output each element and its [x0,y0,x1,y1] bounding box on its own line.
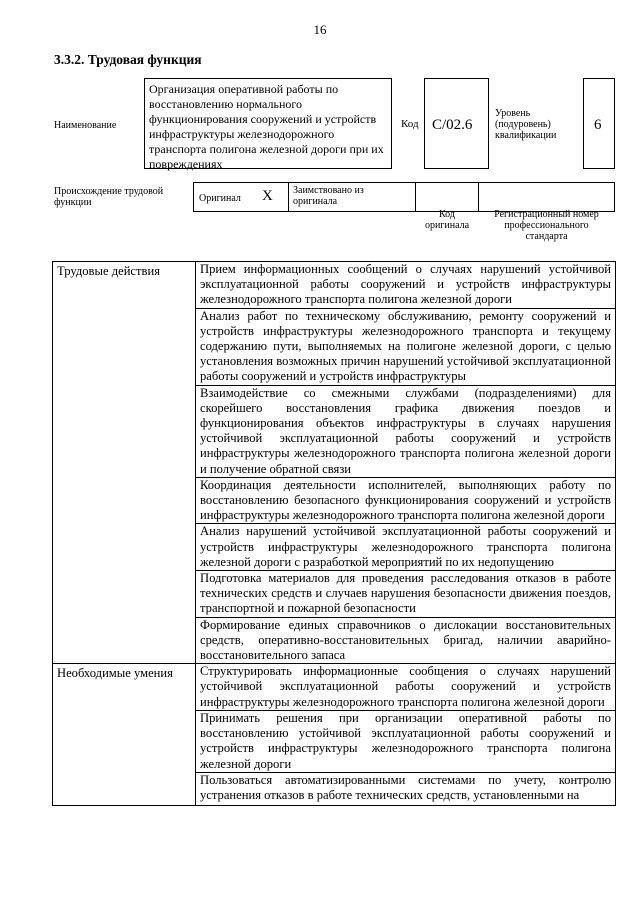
skills-label: Необходимые умения [53,664,196,805]
section-heading: 3.3.2. Трудовая функция [54,52,202,67]
borrowed-box [288,182,416,212]
origin-label: Происхождение трудовой функции [54,186,164,208]
code-label: Код [401,118,419,130]
function-name: Организация оперативной работы по восстановлению нормального функционирования сооружений и устройств инфраструктуры железнодорожного транспорта полигона железной дороги при их повреждениях [149,82,384,171]
labor-actions-label: Трудовые действия [53,262,196,664]
table-cell: Структурировать информационные сообщения о случаях нарушений устойчивой эксплуатационной работы сооружений и устройств инфраструктуры железнодорожного транспорта полигона железной дороги [196,664,616,711]
table-row [53,664,616,711]
original-label: Оригинал [199,193,241,204]
code-original-box [415,182,479,212]
table-cell: Прием информационных сообщений о случаях нарушений устойчивой эксплуатационной работы сооружений и устройств инфраструктуры железнодорожного транспорта полигона железной дороги [196,262,616,309]
code-box [424,78,489,169]
name-label: Наименование [54,120,117,131]
code-original-label: Код оригинала [424,209,470,231]
reg-number-box [478,182,615,212]
table-cell: Анализ работ по техническому обслуживанию, ремонту сооружений и устройств инфраструктуры железнодорожного транспорта и текущему содержанию пути, выполняемых на полигоне железной дороги, с целью установления возможных причин нарушений устойчивой эксплуатационной работы сооружений и устройств инфраструктуры [196,308,616,385]
page-number: 16 [313,22,327,37]
function-name-box [144,78,392,169]
borrowed-label: Заимствовано из оригинала [293,185,364,207]
table-cell: Принимать решения при организации оперативной работы по восстановлению устойчивой эксплуатационной работы сооружений и устройств инфраструктуры железнодорожного транспорта полигона железной дороги [196,710,616,772]
table-cell: Формирование единых справочников о дислокации восстановительных средств, оперативно-восстановительных бригад, наличии аварийно-восстановительного запаса [196,617,616,664]
table-cell: Анализ нарушений устойчивой эксплуатационной работы сооружений и устройств инфраструктуры железнодорожного транспорта полигона железной дороги с разработкой мероприятий по их недопущению [196,524,616,571]
reg-number-label: Регистрационный номер профессионального стандарта [494,209,599,242]
table-cell: Подготовка материалов для проведения расследования отказов в работе технических средств и случаев нарушения безопасности движения поездов, транспортной и пожарной безопасности [196,571,616,618]
code-value: С/02.6 [432,117,473,133]
level-box [583,78,615,169]
original-box [193,182,289,212]
level-value: 6 [594,117,602,133]
cut-text: Пользоваться автоматизированными системами по учету, контролю устранения отказов в работе технических средств, установленными на [200,772,611,802]
function-table [52,261,616,806]
original-mark: X [262,188,273,204]
table-cell: Взаимодействие со смежными службами (подразделениями) для скорейшего восстановления графика движения поездов и функционирования объектов инфраструктуры в случаях нарушения устойчивой эксплуатационной работы сооружений и устройств инфраструктуры железнодорожного транспорта полигона железной дороги и получение обратной связи [196,385,616,477]
table-cell: Координация деятельности исполнителей, выполняющих работу по восстановлению безопасного функционирования сооружений и устройств инфраструктуры железнодорожного транспорта полигона железной дороги [196,477,616,524]
level-label: Уровень (подуровень) квалификации [495,108,557,141]
table-row [53,262,616,309]
table-cell [196,772,616,805]
